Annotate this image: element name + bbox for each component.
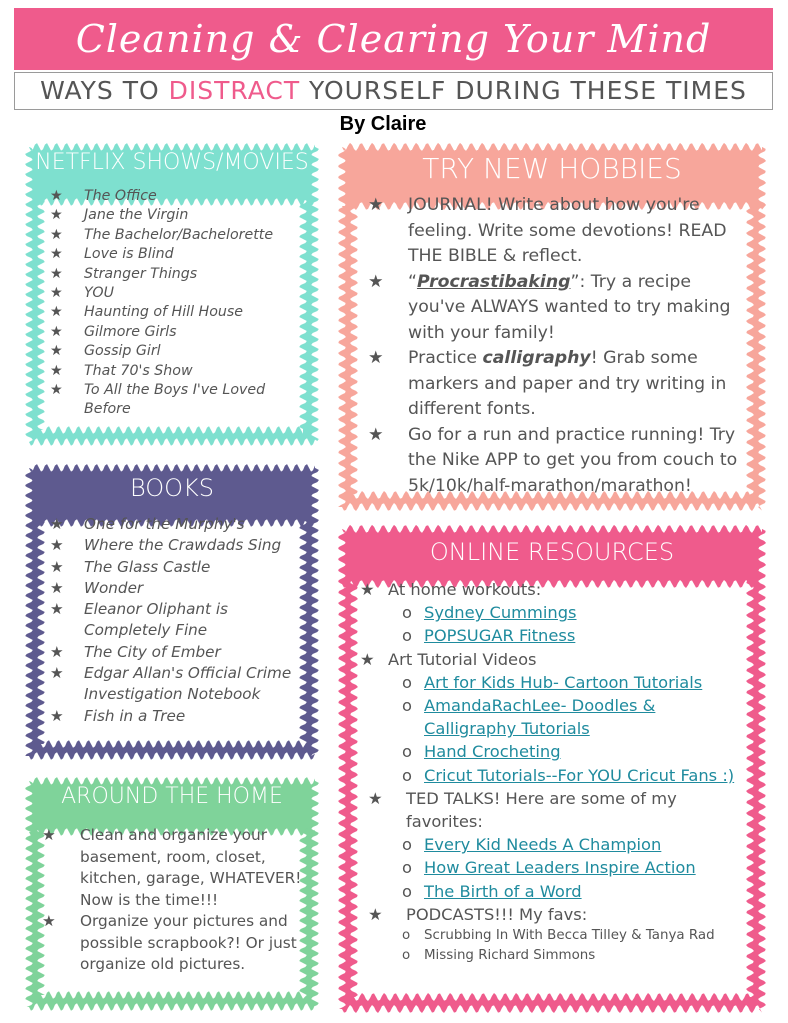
home-panel-title: AROUND THE HOME [61,784,283,809]
resource-link[interactable]: How Great Leaders Inspire Action [424,858,696,878]
resource-link[interactable]: Cricut Tutorials--For YOU Cricut Fans :) [424,765,735,785]
star-icon: ★ [360,649,375,669]
star-icon: ★ [50,578,64,597]
list-item-text: That 70's Show [84,362,193,379]
books-panel-title: BOOKS [129,474,215,502]
list-item [42,825,312,911]
podcast-name: Missing Richard Simmons [424,947,596,963]
list-item [50,245,280,264]
star-icon: ★ [50,207,63,224]
list-item-text: One for the Murphy's [84,515,245,533]
subtitle [14,72,773,110]
bullet-circle-icon: o [402,928,411,944]
bullet-circle-icon: o [402,765,412,785]
star-icon: ★ [50,246,63,263]
resource-link[interactable]: The Birth of a Word [424,881,582,901]
list-item [42,911,312,976]
resource-link[interactable]: Hand Crocheting [424,742,561,762]
star-icon: ★ [50,382,63,399]
star-icon: ★ [50,343,63,360]
list-item-text: The City of Ember [84,642,221,661]
list-item [368,193,748,270]
resource-link[interactable]: Art for Kids Hub- Cartoon Tutorials [424,672,703,692]
list-item-text: Go for a run and practice running! Try the Nike APP to get you from couch to 5k/10k/half-marathon/marathon! [408,424,738,496]
list-item [50,303,280,322]
netflix-list [50,187,280,420]
list-item-text: The Bachelor/Bachelorette [84,226,274,243]
list-item-text: Gilmore Girls [84,323,177,340]
subtitle-highlight: DISTRACT [168,76,301,105]
hobbies-list [368,193,748,499]
list-item-text: Fish in a Tree [84,706,186,725]
list-item-text: YOU [84,285,114,302]
bullet-circle-icon: o [402,881,412,901]
procrastibaking-term: Procrastibaking [416,271,571,292]
bullet-circle-icon: o [402,858,412,878]
list-item [50,578,310,599]
list-item [50,284,280,303]
resource-link-item [360,764,750,787]
calligraphy-term: calligraphy [482,348,591,368]
list-item [368,346,748,423]
home-list [42,825,312,976]
resource-link[interactable]: POPSUGAR Fitness [424,626,576,646]
star-icon: ★ [50,285,63,302]
star-icon: ★ [360,580,375,599]
list-item [360,578,750,648]
resources-list [360,578,750,965]
list-item [50,323,280,342]
list-item-text: Haunting of Hill House [84,304,244,321]
star-icon: ★ [50,188,63,204]
resource-link[interactable]: AmandaRachLee- Doodles & Calligraphy Tutorials [424,696,656,739]
list-item-text: Love is Blind [84,246,174,263]
list-item [50,362,280,381]
list-item [50,557,310,578]
subtitle-part: YOURSELF DURING THESE TIMES [300,76,747,105]
list-item-text: Jane the Virgin [84,207,189,224]
star-icon: ★ [50,642,64,661]
list-item-text: Where the Crawdads Sing [84,536,282,555]
netflix-panel-title: NETFLIX SHOWS/MOVIES [35,150,309,175]
list-item-text: JOURNAL! Write about how you're feeling. Write some devotions! READ THE BIBLE & reflect. [408,195,727,266]
list-item-text: ! Grab some markers and paper and try writing in different fonts. [408,348,727,419]
resource-link-item [360,624,750,647]
star-icon: ★ [50,706,64,725]
list-item-text: Eleanor Oliphant is Completely Fine [84,600,228,640]
resource-link-item [360,856,750,879]
star-icon: ★ [368,271,384,292]
list-item [368,270,748,347]
star-icon: ★ [50,362,63,379]
list-item-text: Practice [408,348,483,368]
star-icon: ★ [368,348,384,368]
list-item-text: The Glass Castle [84,557,211,576]
list-item-text: Clean and organize your basement, room, closet, kitchen, garage, WHATEVER! Now is the time!!! [80,826,302,909]
books-list [50,514,310,727]
bullet-circle-icon: o [402,672,412,692]
podcast-item [360,926,750,946]
list-item-text: At home workouts: [388,580,542,599]
star-icon: ★ [42,826,56,844]
list-item-text: Gossip Girl [84,343,161,360]
list-item [368,423,748,500]
list-item [360,903,750,965]
list-item-text: ”: Try a recipe you've ALWAYS wanted to try making with your family! [408,271,731,343]
resource-link-item [360,833,750,856]
list-item [50,187,280,206]
workout-links [388,601,750,647]
star-icon: ★ [368,904,383,924]
star-icon: ★ [50,265,63,282]
bullet-circle-icon: o [402,947,411,963]
list-item-text: To All the Boys I've Loved Before [84,382,266,418]
resource-link-item [360,880,750,903]
list-item-text: Edgar Allan's Official Crime Investigation Notebook [84,664,292,704]
bullet-circle-icon: o [402,742,412,762]
resource-link[interactable]: Sydney Cummings [424,603,577,623]
resource-link-item [360,740,750,763]
list-item [50,226,280,245]
subtitle-part: WAYS TO [40,76,169,105]
list-item-text: Stranger Things [84,265,198,282]
list-item-text: Organize your pictures and possible scrapbook?! Or just organize old pictures. [80,912,297,973]
list-item-text: Art Tutorial Videos [388,649,537,669]
star-icon: ★ [50,536,64,555]
star-icon: ★ [368,424,384,445]
page-title: Cleaning & Clearing Your Mind [75,17,712,61]
list-item-text: The Office [84,188,157,204]
list-item [50,265,280,284]
ted-links [388,833,750,903]
resource-link-item [360,601,750,624]
resource-link-item [360,671,750,694]
list-item [50,381,280,420]
podcast-item [360,946,750,966]
star-icon: ★ [50,557,64,576]
art-links [388,671,750,787]
hobbies-panel-title: TRY NEW HOBBIES [422,152,682,185]
star-icon: ★ [50,304,63,321]
list-item [50,599,310,642]
resource-link-item [360,694,750,740]
list-item [50,706,310,727]
resources-panel-title: ONLINE RESOURCES [429,538,675,566]
star-icon: ★ [42,912,56,930]
list-item-text: Wonder [84,578,144,597]
list-item-text: TED TALKS! Here are some of my favorites: [406,788,677,832]
star-icon: ★ [50,226,63,243]
bullet-circle-icon: o [402,626,412,646]
star-icon: ★ [50,600,64,619]
list-item-text: PODCASTS!!! My favs: [406,904,588,924]
star-icon: ★ [368,195,384,215]
list-item [50,206,280,225]
list-item [50,514,310,535]
byline: By Claire [339,113,427,135]
bullet-circle-icon: o [402,835,412,855]
bullet-circle-icon: o [402,603,412,623]
list-item [360,787,750,903]
resource-link[interactable]: Every Kid Needs A Champion [424,835,662,855]
podcast-name: Scrubbing In With Becca Tilley & Tanya Rad [424,928,715,944]
podcast-list [388,926,750,965]
star-icon: ★ [50,515,64,533]
star-icon: ★ [50,323,63,340]
list-item [50,663,310,706]
list-item [50,642,310,663]
list-item [50,535,310,556]
list-item [360,648,750,787]
list-item [50,342,280,361]
star-icon: ★ [368,788,383,808]
star-icon: ★ [50,664,64,683]
bullet-circle-icon: o [402,696,412,716]
quote-mark: “ [408,271,417,292]
